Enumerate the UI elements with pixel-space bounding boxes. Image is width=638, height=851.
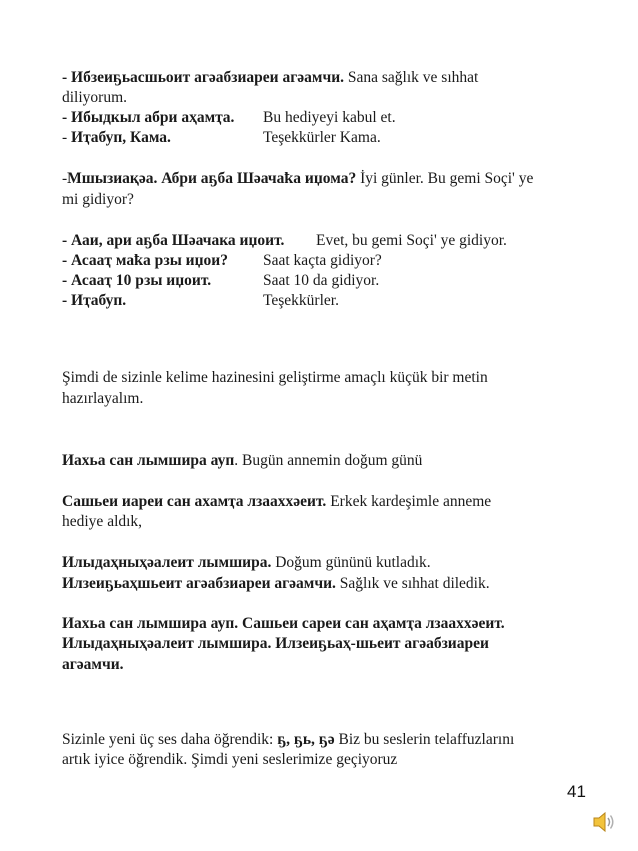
- turkish-text: Sağlık ve sıhhat diledik.: [335, 575, 490, 592]
- abkhaz-text: Иахьа сан лымшира ауп: [62, 452, 235, 469]
- dialogue-line-6: [62, 190, 134, 209]
- abkhaz-text: Мшызиақәа. Абри аҕба Шәачаҟа иџома?: [67, 170, 357, 187]
- dialogue-line-9: [62, 271, 380, 290]
- turkish-text: mi gidiyor?: [62, 191, 134, 208]
- closing-line-2: artık iyice öğrendik. Şimdi yeni seslerimize geçiyoruz: [62, 751, 398, 768]
- turkish-text: Teşekkürler Kama.: [263, 129, 381, 146]
- abkhaz-text: - Ибзеиҕьасшьоит агәабзиареи агәамчи.: [62, 69, 345, 86]
- dash: -: [62, 129, 72, 146]
- closing-line-1: [62, 730, 514, 749]
- abkhaz-text: - Ибыдкыл абри аҳамҭа.: [62, 109, 235, 126]
- abkhaz-text: - Асааҭ маҟа рзы иџои?: [62, 252, 228, 269]
- text-paragraph-line-3: агәамчи.: [62, 656, 124, 673]
- turkish-text: Saat 10 da gidiyor.: [263, 272, 380, 289]
- turkish-text: Doğum gününü kutladık.: [271, 554, 431, 571]
- text-sentence-4: [62, 574, 490, 593]
- speaker-icon[interactable]: [592, 811, 616, 833]
- text-paragraph-line-2: Илыдаҳныҳәалеит лымшира. Илзеиҕьаҳ-шьеит агәабзиареи: [62, 635, 489, 652]
- dialogue-line-3: [62, 108, 396, 127]
- page-number: 41: [567, 782, 586, 801]
- abkhaz-text: - Асааҭ 10 рзы иџоит.: [62, 272, 212, 289]
- turkish-text: Saat kaçta gidiyor?: [263, 252, 382, 269]
- turkish-text: Sana sağlık ve sıhhat: [344, 69, 479, 86]
- abkhaz-text: Сашьеи иареи сан ахамҭа лзааххәеит.: [62, 493, 327, 510]
- turkish-text: Teşekkürler.: [263, 292, 339, 309]
- dialogue-line-2: [62, 88, 127, 107]
- dialogue-line-8: [62, 251, 382, 270]
- turkish-text: . Bugün annemin doğum günü: [234, 452, 423, 469]
- new-sounds: ҕ, ҕь, ҕә: [277, 731, 335, 748]
- dialogue-line-1: [62, 68, 478, 87]
- turkish-text: Bu hediyeyi kabul et.: [263, 109, 396, 126]
- dialogue-line-10: [62, 291, 339, 310]
- dialogue-line-4: [62, 128, 381, 147]
- text-paragraph-line-1: Иахьа сан лымшира ауп. Сашьеи сареи сан аҳамҭа лзааххәеит.: [62, 615, 505, 632]
- turkish-text: Evet, bu gemi Soçi' ye gidiyor.: [316, 232, 507, 249]
- dash: -: [62, 170, 68, 187]
- intro-line-2: hazırlayalım.: [62, 390, 144, 407]
- text-sentence-2: [62, 492, 491, 511]
- abkhaz-text: - Иҭабуп.: [62, 292, 127, 309]
- text-sentence-3: [62, 553, 431, 572]
- abkhaz-text: Иҭабуп, Кама.: [71, 129, 171, 146]
- turkish-text: İyi günler. Bu gemi Soçi' ye: [356, 170, 534, 187]
- intro-line-1: Şimdi de sizinle kelime hazinesini geliştirme amaçlı küçük bir metin: [62, 369, 488, 386]
- turkish-text: diliyorum.: [62, 89, 128, 106]
- text-sentence-2-cont: hediye aldık,: [62, 513, 143, 530]
- turkish-text: Erkek kardeşimle anneme: [326, 493, 492, 510]
- closing-text: Sizinle yeni üç ses daha öğrendik:: [62, 731, 278, 748]
- abkhaz-text: - Ааи, ари аҕба Шәачака иџоит.: [62, 232, 285, 249]
- text-sentence-1: [62, 451, 422, 470]
- abkhaz-text: Илыдаҳныҳәалеит лымшира.: [62, 554, 272, 571]
- closing-text: Biz bu seslerin telaffuzlarını: [334, 731, 515, 748]
- dialogue-line-5: [62, 169, 533, 188]
- abkhaz-text: Илзеиҕьаҳшьеит агәабзиареи агәамчи.: [62, 575, 336, 592]
- dialogue-line-7: [62, 231, 507, 250]
